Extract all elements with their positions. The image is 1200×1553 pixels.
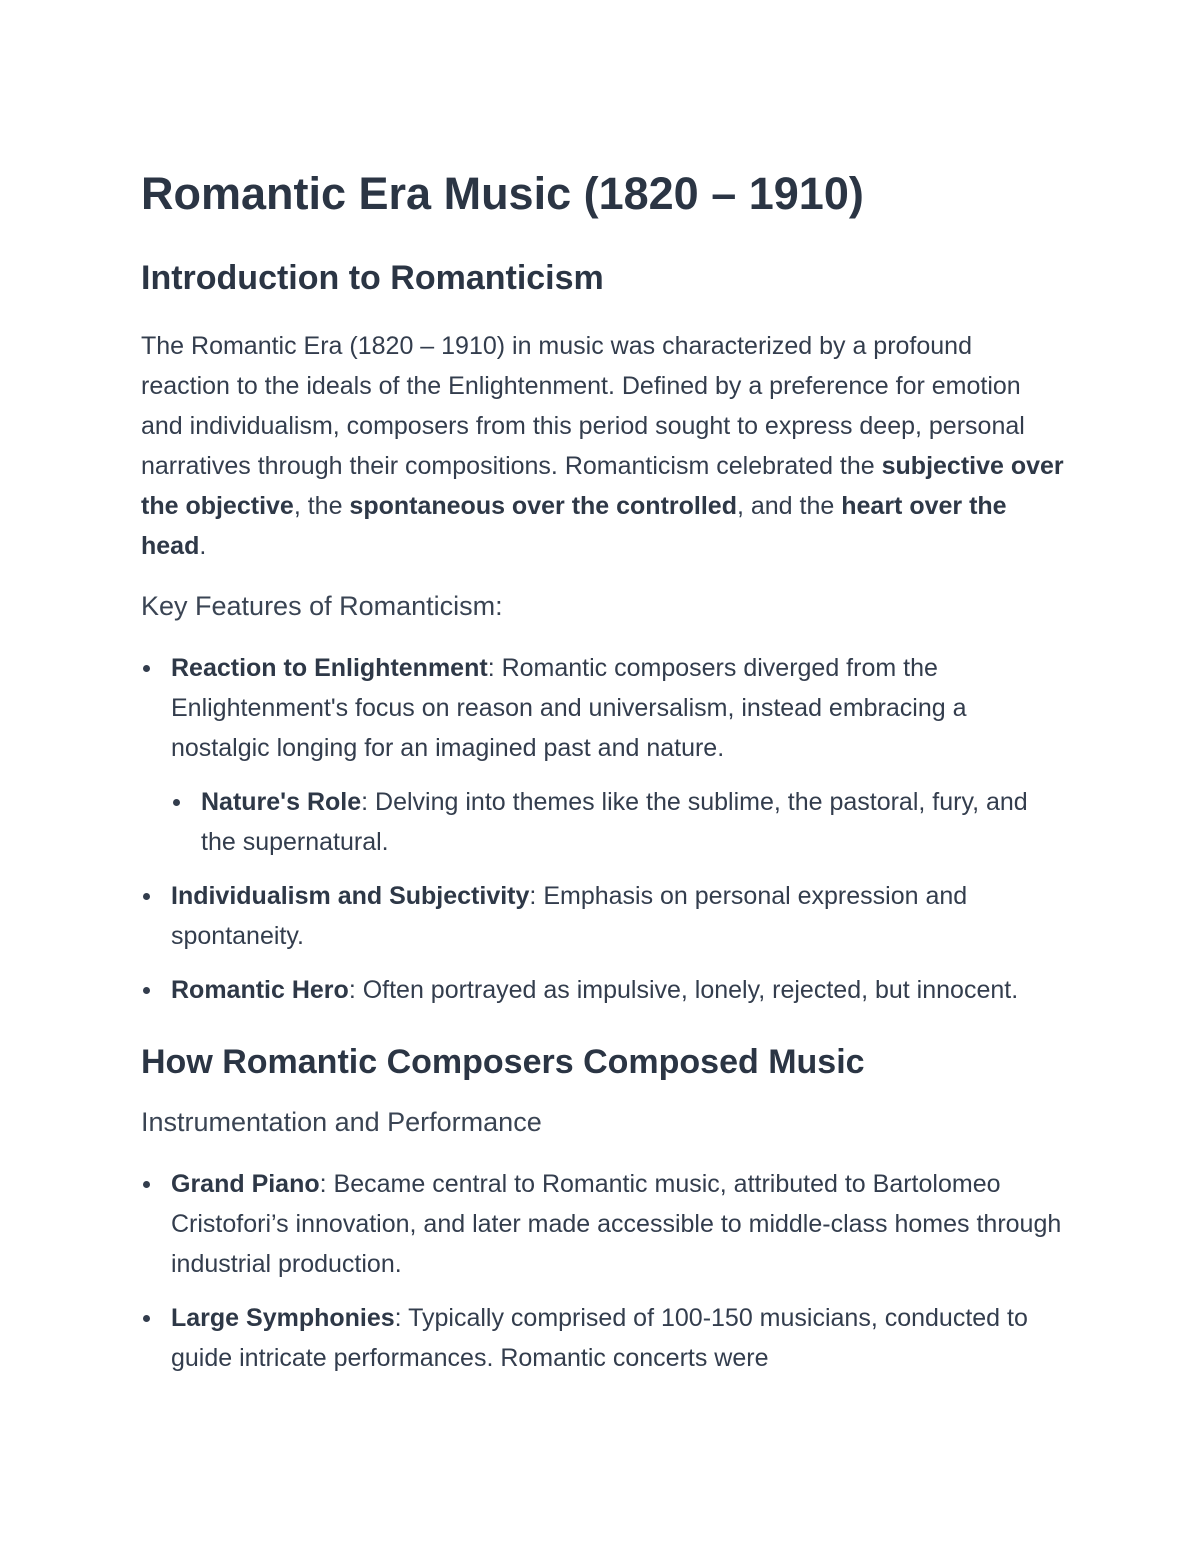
list-item-term: Romantic Hero (171, 976, 349, 1004)
intro-text-4: . (199, 532, 207, 560)
list-item (141, 648, 1066, 768)
intro-bold-3: heart over the head (141, 492, 1007, 560)
list-item-term: Large Symphonies (171, 1304, 395, 1332)
list-item-term: Reaction to Enlightenment (171, 654, 488, 682)
document-page (141, 164, 1066, 1378)
composing-heading: How Romantic Composers Composed Music (141, 1043, 865, 1081)
list-item (171, 782, 1066, 862)
list-item-desc: : Romantic composers diverged from the Enlightenment's focus on reason and universalism, instead embracing a nostalgic longing for an imagined past and nature. (171, 654, 967, 762)
page-title: Romantic Era Music (1820 – 1910) (141, 168, 864, 219)
list-item (141, 876, 1066, 956)
intro-paragraph (141, 326, 1066, 566)
intro-text-2: , the (293, 492, 350, 520)
features-list (141, 648, 1066, 768)
list-item-term: Grand Piano (171, 1170, 320, 1198)
composing-list (141, 1164, 1066, 1378)
list-item-term: Individualism and Subjectivity (171, 882, 530, 910)
list-item-desc: : Delving into themes like the sublime, the pastoral, fury, and the supernatural. (201, 788, 1028, 856)
list-item-desc: : Became central to Romantic music, attributed to Bartolomeo Cristofori’s innovation, and later made accessible to middle-class homes through industrial production. (171, 1170, 1062, 1278)
features-list-cont (141, 876, 1066, 1010)
list-item-desc: : Typically comprised of 100-150 musicians, conducted to guide intricate performances. Romantic concerts were (171, 1304, 1028, 1372)
list-item (141, 970, 1066, 1010)
intro-bold-2: spontaneous over the controlled (349, 492, 737, 520)
list-item-term: Nature's Role (201, 788, 362, 816)
features-heading: Key Features of Romanticism: (141, 591, 503, 621)
intro-bold-1: subjective over the objective (141, 452, 1064, 520)
intro-heading: Introduction to Romanticism (141, 259, 604, 297)
features-sublist (141, 782, 1066, 862)
list-item-desc: : Emphasis on personal expression and spontaneity. (171, 882, 968, 950)
intro-text-3: , and the (736, 492, 842, 520)
list-item (141, 1298, 1066, 1378)
list-item-desc: : Often portrayed as impulsive, lonely, rejected, but innocent. (348, 976, 1019, 1004)
intro-text-1: The Romantic Era (1820 – 1910) in music was characterized by a profound reaction to the ideals of the Enlightenment. Defined by a preference for emotion and individualism, composers from this period sought to express deep, personal narratives through their compositions. Romanticism celebrated the (141, 332, 1025, 480)
list-item (141, 1164, 1066, 1284)
composing-subheading: Instrumentation and Performance (141, 1107, 542, 1137)
